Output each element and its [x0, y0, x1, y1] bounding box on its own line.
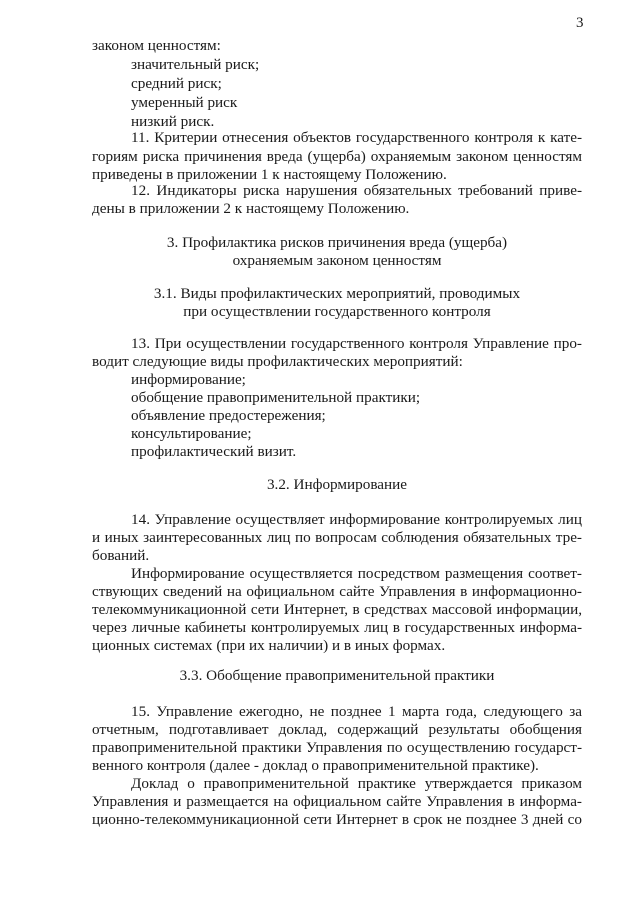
section-3-2-heading: 3.2. Информирование: [266, 476, 408, 493]
paragraph-line: телекоммуникационной сети Интернет, в средствах массовой информации,: [92, 601, 582, 618]
paragraph-line: Управления и размещается на официальном сайте Управления в информа-: [92, 793, 582, 810]
section-3-3-heading: 3.3. Обобщение правоприменительной практики: [179, 667, 495, 684]
intro-line: законом ценностям:: [92, 37, 221, 54]
paragraph-line: Информирование осуществляется посредством размещения соответ-: [131, 565, 582, 582]
paragraph-line: ционно-телекоммуникационной сети Интернет в срок не позднее 3 дней со: [92, 811, 582, 828]
paragraph-line: 14. Управление осуществляет информирование контролируемых лиц: [131, 511, 582, 528]
paragraph-line: и иных заинтересованных лиц по вопросам соблюдения обязательных тре-: [92, 529, 582, 546]
paragraph-line: Доклад о правоприменительной практике утверждается приказом: [131, 775, 582, 792]
page-number: 3: [576, 15, 584, 31]
paragraph-line: венного контроля (далее - доклад о правоприменительной практике).: [92, 757, 539, 774]
risk-category-item: средний риск;: [131, 75, 222, 92]
paragraph-line: ствующих сведений на официальном сайте Управления в информационно-: [92, 583, 582, 600]
heading-line: 3. Профилактика рисков причинения вреда (ущерба): [166, 234, 508, 251]
paragraph-line: гориям риска причинения вреда (ущерба) охраняемым законом ценностям: [92, 148, 582, 165]
heading-line: при осуществлении государственного контроля: [183, 303, 491, 320]
paragraph-line: 11. Критерии отнесения объектов государственного контроля к кате-: [131, 129, 582, 146]
heading-line: охраняемым законом ценностям: [232, 252, 442, 269]
paragraph-line: 13. При осуществлении государственного контроля Управление про-: [131, 335, 582, 352]
paragraph-line: отчетным, подготавливает доклад, содержащий результаты обобщения: [92, 721, 582, 738]
paragraph-line: бований.: [92, 547, 150, 564]
paragraph-line: правоприменительной практики Управления по осуществлению государст-: [92, 739, 582, 756]
heading-line: 3.1. Виды профилактических мероприятий, проводимых: [153, 285, 521, 302]
prevention-measure-item: информирование;: [131, 371, 246, 388]
paragraph-line: ционных системах (при их наличии) и в иных формах.: [92, 637, 446, 654]
risk-category-item: умеренный риск: [131, 94, 238, 111]
paragraph-line: 15. Управление ежегодно, не позднее 1 марта года, следующего за: [131, 703, 582, 720]
paragraph-line: приведены в приложении 1 к настоящему Положению.: [92, 166, 447, 183]
paragraph-line: водит следующие виды профилактических мероприятий:: [92, 353, 463, 370]
paragraph-line: через личные кабинеты контролируемых лиц в государственных информа-: [92, 619, 582, 636]
prevention-measure-item: обобщение правоприменительной практики;: [131, 389, 421, 406]
risk-category-item: значительный риск;: [131, 56, 260, 73]
prevention-measure-item: консультирование;: [131, 425, 252, 442]
paragraph-line: 12. Индикаторы риска нарушения обязательных требований приве-: [131, 182, 582, 199]
prevention-measure-item: объявление предостережения;: [131, 407, 326, 424]
prevention-measure-item: профилактический визит.: [131, 443, 297, 460]
paragraph-line: дены в приложении 2 к настоящему Положению.: [92, 200, 410, 217]
risk-category-item: низкий риск.: [131, 113, 215, 130]
